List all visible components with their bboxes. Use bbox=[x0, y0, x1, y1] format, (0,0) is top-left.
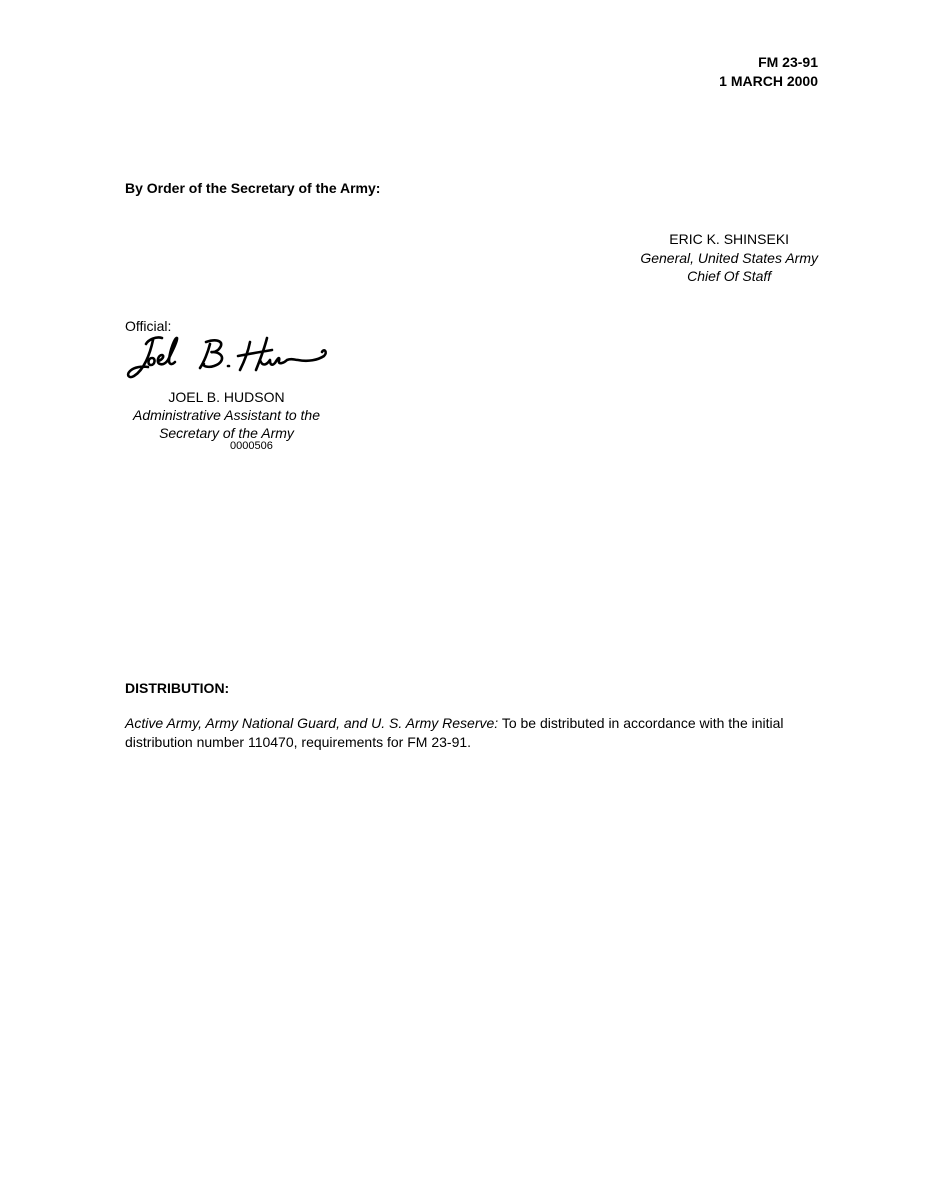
official-title-line2: Secretary of the Army bbox=[159, 425, 294, 441]
manual-number: FM 23-91 bbox=[758, 54, 818, 70]
distribution-text: To be distributed in accordance with the initial distribution number 110470, requirements for FM 23-91. bbox=[125, 715, 784, 750]
official-title-line1: Administrative Assistant to the bbox=[132, 407, 320, 423]
chief-title: Chief Of Staff bbox=[687, 268, 772, 284]
chief-name: ERIC K. SHINSEKI bbox=[669, 231, 790, 247]
distribution-components: Active Army, Army National Guard, and U. S. Army Reserve: bbox=[125, 715, 499, 731]
distribution-heading: DISTRIBUTION: bbox=[125, 680, 230, 696]
official-label: Official: bbox=[125, 318, 172, 334]
official-name: JOEL B. HUDSON bbox=[168, 389, 285, 405]
distribution-paragraph bbox=[125, 714, 825, 751]
publication-date: 1 MARCH 2000 bbox=[719, 73, 818, 89]
chief-of-staff-block bbox=[640, 230, 818, 286]
chief-rank: General, United States Army bbox=[640, 249, 818, 266]
document-header bbox=[719, 53, 818, 91]
order-line: By Order of the Secretary of the Army: bbox=[125, 180, 381, 196]
official-signatory-block bbox=[124, 388, 329, 442]
handwritten-signature bbox=[122, 330, 332, 385]
official-number: 0000506 bbox=[230, 440, 273, 452]
